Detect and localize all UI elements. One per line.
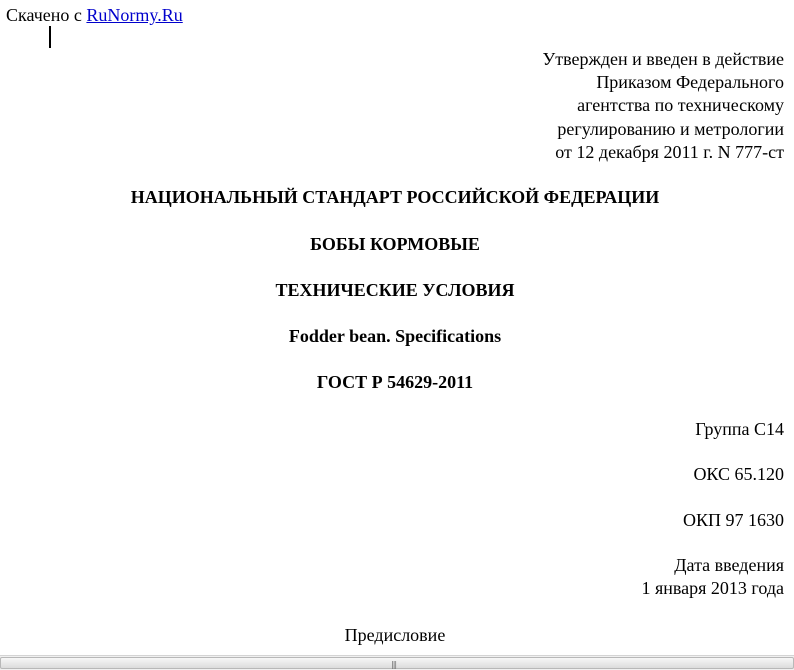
approval-line: агентства по техническому bbox=[577, 95, 784, 116]
gost-number: ГОСТ Р 54629-2011 bbox=[316, 372, 474, 392]
okp-code: ОКП 97 1630 bbox=[682, 510, 784, 530]
approval-line: от 12 декабря 2011 г. N 777-ст bbox=[555, 141, 784, 162]
approval-line: регулированию и метрологии bbox=[557, 118, 784, 139]
introduction-date: 1 января 2013 года bbox=[641, 578, 784, 598]
group-code: Группа С14 bbox=[695, 419, 784, 439]
scrollbar-thumb[interactable] bbox=[0, 657, 794, 669]
introduction-label: Дата введения bbox=[674, 555, 784, 575]
conditions-title: ТЕХНИЧЕСКИЕ УСЛОВИЯ bbox=[275, 280, 515, 300]
product-title: БОБЫ КОРМОВЫЕ bbox=[310, 234, 480, 254]
runormy-link[interactable]: RuNormy.Ru bbox=[86, 5, 183, 25]
oks-code: ОКС 65.120 bbox=[693, 464, 784, 484]
grip-icon: ||| bbox=[391, 660, 397, 669]
standard-title: НАЦИОНАЛЬНЫЙ СТАНДАРТ РОССИЙСКОЙ ФЕДЕРАЦИИ bbox=[130, 187, 660, 207]
download-source bbox=[6, 4, 183, 26]
horizontal-scrollbar[interactable] bbox=[0, 655, 794, 670]
approval-line: Приказом Федерального bbox=[596, 72, 784, 93]
text-cursor bbox=[49, 26, 51, 48]
approval-block bbox=[542, 48, 784, 164]
download-prefix: Скачено с bbox=[6, 5, 87, 25]
approval-line: Утвержден и введен в действие bbox=[542, 49, 784, 69]
introduction-date-block bbox=[641, 554, 784, 600]
preface-heading: Предисловие bbox=[344, 625, 446, 645]
english-title: Fodder bean. Specifications bbox=[288, 326, 502, 346]
